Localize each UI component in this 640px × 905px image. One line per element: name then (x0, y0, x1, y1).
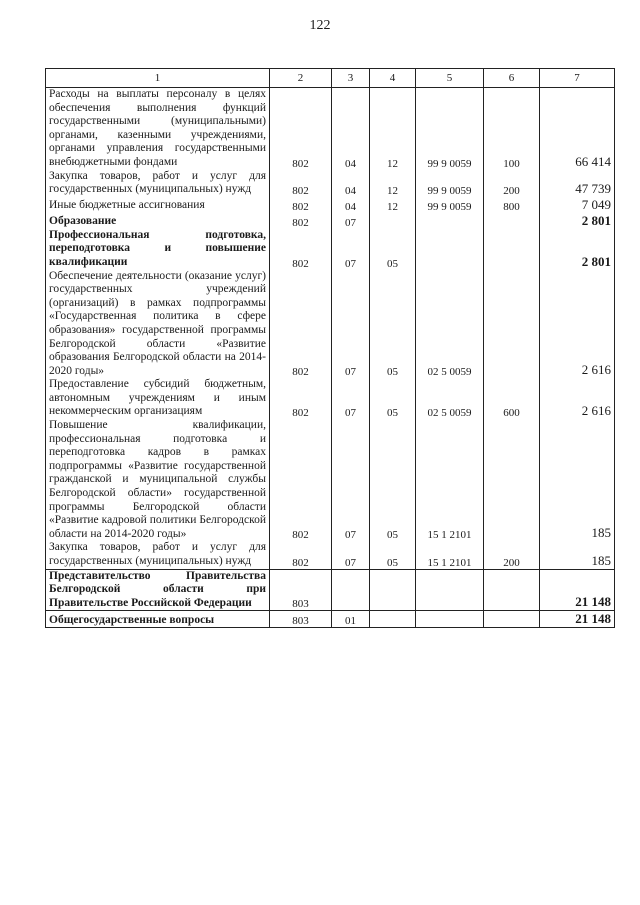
row-col-2: 802 (270, 419, 332, 541)
row-col-2: 803 (270, 569, 332, 611)
row-amount: 2 616 (540, 378, 615, 419)
row-col-4 (370, 569, 416, 611)
row-name: Предоставление субсидий бюджетным, автономным учреждениям и иным некоммерческим организациям (46, 378, 270, 419)
row-col-2: 802 (270, 541, 332, 569)
row-amount: 2 801 (540, 229, 615, 270)
row-col-2: 802 (270, 229, 332, 270)
row-col-6 (484, 611, 540, 628)
table-row (46, 541, 615, 569)
table-row (46, 229, 615, 270)
header-col-7: 7 (540, 69, 615, 88)
row-col-4: 12 (370, 170, 416, 197)
row-col-6 (484, 270, 540, 379)
row-col-5: 15 1 2101 (416, 541, 484, 569)
row-col-2: 802 (270, 197, 332, 213)
row-name: Иные бюджетные ассигнования (46, 197, 270, 213)
row-col-2: 802 (270, 213, 332, 229)
row-name: Представительство Правительства Белгородской области при Правительстве Российской Федерации (46, 569, 270, 611)
row-col-3: 07 (332, 541, 370, 569)
row-amount: 185 (540, 419, 615, 541)
row-col-3: 07 (332, 378, 370, 419)
header-col-3: 3 (332, 69, 370, 88)
row-col-3: 07 (332, 419, 370, 541)
row-col-5 (416, 569, 484, 611)
table-row (46, 170, 615, 197)
row-col-5 (416, 229, 484, 270)
row-col-5: 99 9 0059 (416, 88, 484, 170)
page-number: 122 (309, 18, 331, 33)
header-col-6: 6 (484, 69, 540, 88)
row-col-4: 05 (370, 229, 416, 270)
header-row (46, 69, 615, 88)
row-col-6: 200 (484, 541, 540, 569)
row-amount: 21 148 (540, 569, 615, 611)
row-col-5: 02 5 0059 (416, 378, 484, 419)
row-col-6: 200 (484, 170, 540, 197)
row-col-4: 05 (370, 378, 416, 419)
row-name: Расходы на выплаты персоналу в целях обеспечения выполнения функций государственными (муниципальными) органами, казенными учреждениями, органами управления государственными внебюджетными фондами (46, 88, 270, 170)
row-col-2: 802 (270, 170, 332, 197)
row-col-4: 12 (370, 197, 416, 213)
row-name: Закупка товаров, работ и услуг для государственных (муниципальных) нужд (46, 170, 270, 197)
row-name: Профессиональная подготовка, переподготовка и повышение квалификации (46, 229, 270, 270)
row-amount: 7 049 (540, 197, 615, 213)
table-row (46, 611, 615, 628)
row-col-4: 05 (370, 270, 416, 379)
row-amount: 66 414 (540, 88, 615, 170)
table-row (46, 270, 615, 379)
row-col-6: 600 (484, 378, 540, 419)
row-col-2: 802 (270, 88, 332, 170)
header-col-5: 5 (416, 69, 484, 88)
row-col-4 (370, 611, 416, 628)
row-name: Закупка товаров, работ и услуг для государственных (муниципальных) нужд (46, 541, 270, 569)
row-col-5: 02 5 0059 (416, 270, 484, 379)
row-col-3: 07 (332, 229, 370, 270)
row-col-5 (416, 213, 484, 229)
row-col-4: 05 (370, 541, 416, 569)
row-col-2: 803 (270, 611, 332, 628)
header-col-2: 2 (270, 69, 332, 88)
table-row (46, 378, 615, 419)
table-row (46, 88, 615, 170)
row-col-6 (484, 419, 540, 541)
row-col-4 (370, 213, 416, 229)
row-amount: 185 (540, 541, 615, 569)
row-amount: 47 739 (540, 170, 615, 197)
row-name: Общегосударственные вопросы (46, 611, 270, 628)
row-name: Образование (46, 213, 270, 229)
row-col-2: 802 (270, 378, 332, 419)
row-col-3: 04 (332, 197, 370, 213)
row-col-6 (484, 229, 540, 270)
row-col-2: 802 (270, 270, 332, 379)
row-col-6 (484, 213, 540, 229)
header-col-4: 4 (370, 69, 416, 88)
row-col-3: 07 (332, 270, 370, 379)
row-col-3: 07 (332, 213, 370, 229)
row-col-6: 100 (484, 88, 540, 170)
row-col-5: 99 9 0059 (416, 170, 484, 197)
row-amount: 21 148 (540, 611, 615, 628)
row-col-5: 99 9 0059 (416, 197, 484, 213)
table-row (46, 213, 615, 229)
row-name: Повышение квалификации, профессиональная подготовка и переподготовка кадров в рамках подпрограммы «Развитие государственной гражданской и муниципальной службы Белгородской области» государственной программы Белгородской области «Развитие кадровой политики Белгородской области на 2014-2020 годы» (46, 419, 270, 541)
table-row (46, 419, 615, 541)
row-col-3: 01 (332, 611, 370, 628)
row-col-6: 800 (484, 197, 540, 213)
row-col-4: 05 (370, 419, 416, 541)
row-col-5: 15 1 2101 (416, 419, 484, 541)
row-col-6 (484, 569, 540, 611)
row-col-3: 04 (332, 88, 370, 170)
table-row (46, 197, 615, 213)
row-amount: 2 616 (540, 270, 615, 379)
budget-table (45, 68, 615, 628)
table-row (46, 569, 615, 611)
row-col-4: 12 (370, 88, 416, 170)
header-col-1: 1 (46, 69, 270, 88)
row-col-3 (332, 569, 370, 611)
row-name: Обеспечение деятельности (оказание услуг) государственных учреждений (организаций) в рамках подпрограммы «Государственная политика в сфере образования» государственной программы Белгородской области «Развитие образования Белгородской области на 2014-2020 годы» (46, 270, 270, 379)
row-col-5 (416, 611, 484, 628)
row-col-3: 04 (332, 170, 370, 197)
row-amount: 2 801 (540, 213, 615, 229)
